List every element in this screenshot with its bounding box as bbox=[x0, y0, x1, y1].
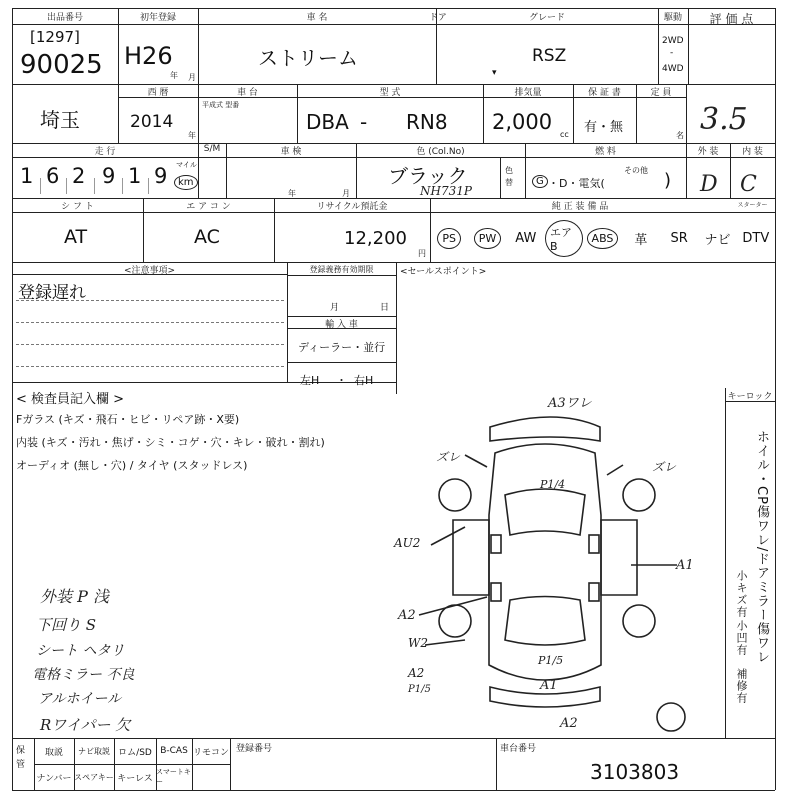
lot-header: 出品番号 bbox=[46, 13, 83, 23]
equipment-label: PS bbox=[437, 228, 461, 249]
key-lock-header: キーロック bbox=[727, 392, 773, 402]
equipment-label: PW bbox=[474, 228, 502, 249]
bottom-keyless: キーレス bbox=[117, 773, 153, 784]
mileage-digit: 1 bbox=[128, 164, 142, 188]
bottom-rom-sd: ロム/SD bbox=[118, 747, 152, 758]
score-header: 評 価 点 bbox=[709, 12, 754, 26]
reg-deadline-month: 月 bbox=[330, 303, 340, 313]
first-reg-header: 初年登録 bbox=[139, 13, 176, 23]
exterior-grade: D bbox=[700, 172, 718, 197]
color-header: 色 (Col.No) bbox=[416, 147, 465, 157]
exterior-header: 外 装 bbox=[697, 147, 719, 157]
displacement-header: 排気量 bbox=[514, 88, 542, 98]
color-name: ブラック bbox=[388, 164, 468, 188]
diagram-mark: P1/5 bbox=[538, 654, 564, 667]
equipment-item bbox=[430, 216, 468, 260]
diagram-mark: ズレ bbox=[652, 460, 677, 474]
diagram-mark: A2 bbox=[408, 666, 425, 680]
diagram-mark: P1/5 bbox=[408, 684, 431, 695]
fuel-gas-circled: G bbox=[532, 175, 548, 188]
displacement-value: 2,000 bbox=[492, 110, 553, 134]
model-year: 2014 bbox=[130, 112, 174, 132]
lot-number: 90025 bbox=[20, 50, 103, 80]
shift-header: シ フ ト bbox=[61, 202, 94, 212]
first-reg-year-unit: 年 bbox=[170, 71, 178, 80]
recycle-unit: 円 bbox=[418, 249, 426, 258]
equipment-label: ABS bbox=[587, 228, 619, 249]
side-small-dent: 小凹有 bbox=[735, 620, 748, 656]
aircon-value: AC bbox=[194, 226, 220, 248]
side-damage-legend: ホイル・CP傷ワレ/ドアミラー傷ワレ bbox=[754, 430, 769, 665]
door-header: ドア bbox=[429, 13, 447, 23]
mileage-unit-km: km bbox=[174, 175, 198, 190]
import-dealer: ディーラー・並行 bbox=[298, 341, 386, 354]
chassis-note: 平成式 型番 bbox=[202, 101, 240, 109]
handwritten-line: アルホイール bbox=[38, 691, 122, 707]
inspection-year-unit: 年 bbox=[288, 189, 296, 198]
inspector-line-audio: オーディオ (無し・穴) / タイヤ (スタッドレス) bbox=[16, 459, 248, 472]
first-reg-era: H26 bbox=[124, 42, 173, 70]
recycle-value: 12,200 bbox=[344, 228, 407, 249]
mileage-digit: 9 bbox=[102, 164, 116, 188]
diagram-mark: W2 bbox=[408, 636, 428, 650]
equipment-label: 革 bbox=[634, 232, 648, 248]
handwritten-line: シート ヘタリ bbox=[36, 643, 125, 659]
bottom-spare-key: スペアキー bbox=[74, 772, 114, 782]
storage-label: 保 管 bbox=[16, 746, 26, 770]
score-value: 3.5 bbox=[700, 102, 748, 137]
equipment-item bbox=[583, 216, 621, 260]
side-repaired: 補修有 bbox=[735, 668, 748, 704]
notes-text: 登録遅れ bbox=[18, 283, 86, 303]
mileage-unit-mile: マイル bbox=[176, 161, 197, 169]
equipment-item bbox=[507, 216, 545, 260]
drive-dash: - bbox=[670, 48, 674, 58]
first-reg-month-unit: 月 bbox=[188, 73, 196, 82]
lot-code: [1297] bbox=[30, 28, 80, 46]
drive-header: 駆動 bbox=[663, 13, 682, 23]
notes-header: <注意事項> bbox=[123, 266, 176, 276]
chassis-no-label: 車台番号 bbox=[500, 744, 537, 754]
equipment-item bbox=[622, 216, 660, 260]
inspection-month-unit: 月 bbox=[342, 189, 350, 198]
equipment-label: DTV bbox=[742, 230, 770, 246]
bottom-nav-manual: ナビ取説 bbox=[78, 746, 110, 756]
fuel-options-text: ・D・電気( bbox=[548, 177, 605, 190]
bottom-manual: 取説 bbox=[44, 747, 63, 758]
mileage-digit: 6 bbox=[46, 164, 60, 188]
import-left: 左H bbox=[300, 374, 320, 387]
model-code: RN8 bbox=[406, 110, 448, 134]
diagram-mark: A2 bbox=[398, 608, 416, 623]
inspection-header: 車 検 bbox=[280, 147, 302, 157]
displacement-unit: cc bbox=[560, 130, 569, 139]
grade-header: グレード bbox=[528, 13, 565, 23]
import-header: 輸 入 車 bbox=[325, 320, 358, 330]
mileage-digit: 2 bbox=[72, 164, 86, 188]
equipment-item bbox=[698, 216, 736, 260]
equipment-label: AW bbox=[515, 230, 537, 246]
model-header: 型 式 bbox=[379, 88, 401, 98]
warranty-header: 保 証 書 bbox=[588, 88, 621, 98]
equipment-header: 純 正 装 備 品 bbox=[551, 202, 609, 212]
equipment-item bbox=[660, 216, 698, 260]
interior-header: 内 装 bbox=[742, 147, 763, 157]
equipment-label: SR bbox=[670, 230, 688, 246]
handwritten-line: 外装 P 浅 bbox=[40, 587, 109, 606]
interior-grade: C bbox=[740, 172, 757, 197]
color-code: NH731P bbox=[420, 184, 472, 198]
storage-number-label: 登録番号 bbox=[236, 744, 273, 754]
capacity-header: 定 員 bbox=[650, 88, 672, 98]
bottom-bcas: B-CAS bbox=[160, 746, 188, 756]
equipment-label: ナビ bbox=[704, 232, 731, 248]
fuel-header: 燃 料 bbox=[595, 147, 616, 157]
import-dot: ・ bbox=[336, 374, 347, 387]
bottom-smart-key: スマートキー bbox=[156, 768, 191, 786]
equipment-item bbox=[737, 216, 775, 260]
start-key-header: スターター bbox=[737, 202, 768, 209]
equipment-item bbox=[545, 216, 583, 260]
fuel-other: その他 bbox=[624, 166, 648, 175]
diagram-mark: A1 bbox=[676, 558, 694, 573]
inspector-line-glass: Fガラス (キズ・飛石・ヒビ・リペア跡・X要) bbox=[16, 413, 240, 426]
mileage-digit: 9 bbox=[154, 164, 168, 188]
handwritten-line: Rワイパー 欠 bbox=[40, 716, 131, 734]
aircon-header: エ ア コ ン bbox=[186, 202, 231, 212]
drive-4wd: 4WD bbox=[662, 64, 684, 74]
diagram-mark: ズレ bbox=[436, 450, 461, 464]
diagram-mark: AU2 bbox=[394, 536, 421, 550]
diagram-mark: A2 bbox=[560, 716, 578, 731]
handwritten-line: 下回り S bbox=[36, 616, 97, 634]
sales-point-header: <セールスポイント> bbox=[400, 267, 487, 277]
inspector-header: < 検査員記入欄 > bbox=[16, 392, 125, 407]
year-header: 西 暦 bbox=[147, 88, 169, 98]
drive-2wd: 2WD bbox=[662, 36, 684, 46]
color-change-label: 色替 bbox=[505, 166, 513, 187]
capacity-unit: 名 bbox=[676, 131, 684, 140]
recycle-header: リサイクル預託金 bbox=[316, 202, 388, 212]
diagram-mark: P1/4 bbox=[540, 478, 566, 491]
mileage-header: 走 行 bbox=[94, 147, 116, 157]
door-mark: ▾ bbox=[492, 68, 497, 78]
shift-value: AT bbox=[64, 226, 88, 248]
reg-deadline-header: 登録義務有効期限 bbox=[309, 265, 374, 274]
model-prefix: DBA bbox=[306, 110, 349, 134]
diagram-mark: A1 bbox=[540, 678, 558, 693]
inspector-line-interior: 内装 (キズ・汚れ・焦げ・シミ・コゲ・穴・キレ・破れ・割れ) bbox=[16, 436, 325, 449]
equipment-item bbox=[468, 216, 506, 260]
reg-deadline-day: 日 bbox=[380, 303, 390, 313]
handwritten-line: 電格ミラー 不良 bbox=[32, 667, 135, 683]
diagram-mark: A3ワレ bbox=[548, 396, 592, 411]
side-small-scratch: 小キズ有 bbox=[735, 570, 748, 618]
chassis-header: 車 台 bbox=[237, 88, 258, 98]
warranty-options: 有・無 bbox=[584, 120, 624, 135]
car-name-header: 車 名 bbox=[306, 13, 328, 23]
equipment-label: エアB bbox=[545, 220, 583, 257]
model-dash: - bbox=[360, 110, 368, 134]
fuel-close-paren: ) bbox=[664, 170, 672, 191]
car-name: ストリーム bbox=[258, 46, 358, 70]
mileage-digit: 1 bbox=[20, 164, 34, 188]
chassis-no-value: 3103803 bbox=[590, 760, 680, 784]
import-right: 右H bbox=[354, 374, 374, 387]
grade: RSZ bbox=[532, 46, 567, 66]
region: 埼玉 bbox=[40, 108, 80, 132]
meter-swap-header: S/M bbox=[203, 144, 221, 154]
model-year-unit: 年 bbox=[188, 131, 196, 140]
bottom-plate: ナンバー bbox=[36, 773, 72, 784]
bottom-remote: リモコン bbox=[192, 747, 229, 758]
